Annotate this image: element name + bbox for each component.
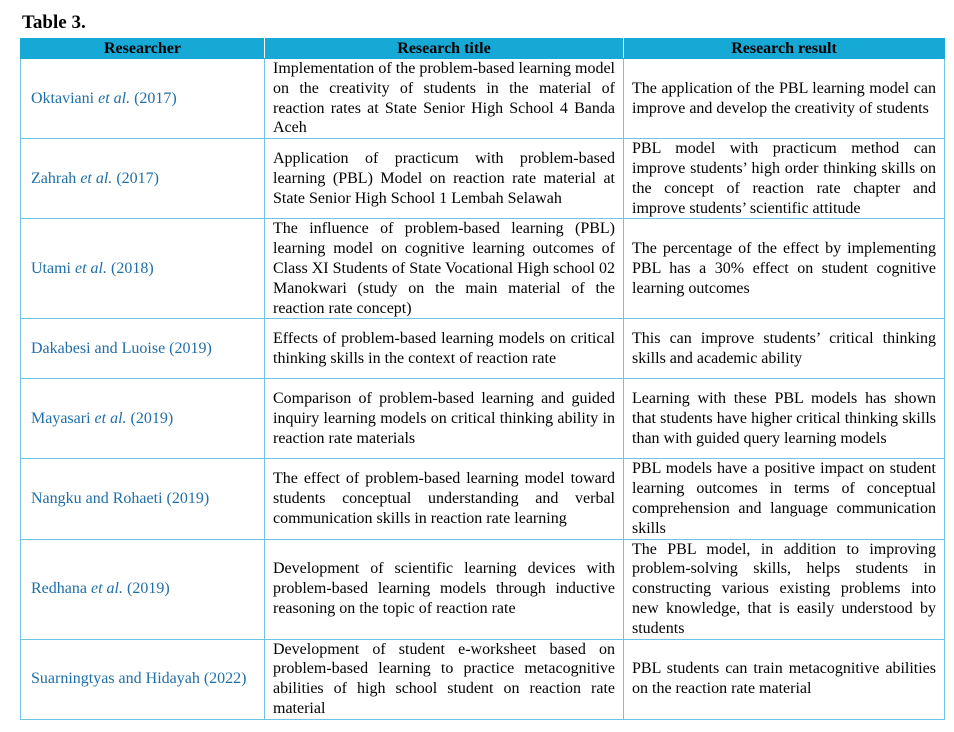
researcher-cell[interactable]: Redhana et al. (2019) [21,539,265,639]
header-research-result: Research result [624,39,945,59]
table-row [21,639,945,719]
title-cell: Development of student e-worksheet based on problem-based learning to practice metacognitive abilities of high school student on reaction rate material [265,639,624,719]
table-row [21,379,945,459]
result-cell: PBL students can train metacognitive abilities on the reaction rate material [624,639,945,719]
result-cell: This can improve students’ critical thinking skills and academic ability [624,319,945,379]
researcher-cell[interactable]: Oktaviani et al. (2017) [21,59,265,139]
table-row [21,139,945,219]
header-research-title: Research title [265,39,624,59]
table-row [21,319,945,379]
researcher-cell[interactable]: Utami et al. (2018) [21,219,265,319]
result-cell: The application of the PBL learning model can improve and develop the creativity of students [624,59,945,139]
header-researcher: Researcher [21,39,265,59]
result-cell: The PBL model, in addition to improving problem-solving skills, helps students in constructing various existing problems into new knowledge, that is easily understood by students [624,539,945,639]
title-cell: Application of practicum with problem-based learning (PBL) Model on reaction rate material at State Senior High School 1 Lembah Selawah [265,139,624,219]
researcher-cell[interactable]: Mayasari et al. (2019) [21,379,265,459]
title-cell: Comparison of problem-based learning and guided inquiry learning models on critical thinking ability in reaction rate materials [265,379,624,459]
table-row [21,539,945,639]
researcher-cell[interactable]: Nangku and Rohaeti (2019) [21,459,265,539]
table-row [21,459,945,539]
result-cell: PBL models have a positive impact on student learning outcomes in terms of conceptual comprehension and language communication skills [624,459,945,539]
result-cell: The percentage of the effect by implementing PBL has a 30% effect on student cognitive learning outcomes [624,219,945,319]
result-cell: PBL model with practicum method can improve students’ high order thinking skills on the concept of reaction rate chapter and improve students’ scientific attitude [624,139,945,219]
result-cell: Learning with these PBL models has shown that students have higher critical thinking skills than with guided query learning models [624,379,945,459]
table-row [21,219,945,319]
title-cell: Effects of problem-based learning models on critical thinking skills in the context of reaction rate [265,319,624,379]
researcher-cell[interactable]: Zahrah et al. (2017) [21,139,265,219]
research-table [20,38,945,720]
table-caption: Table 3. [22,12,86,33]
researcher-cell[interactable]: Dakabesi and Luoise (2019) [21,319,265,379]
title-cell: The effect of problem-based learning model toward students conceptual understanding and verbal communication skills in reaction rate learning [265,459,624,539]
title-cell: Development of scientific learning devices with problem-based learning models through inductive reasoning on the topic of reaction rate [265,539,624,639]
researcher-cell[interactable]: Suarningtyas and Hidayah (2022) [21,639,265,719]
title-cell: Implementation of the problem-based learning model on the creativity of students in the material of reaction rates at State Senior High School 4 Banda Aceh [265,59,624,139]
title-cell: The influence of problem-based learning (PBL) learning model on cognitive learning outcomes of Class XI Students of State Vocational High school 02 Manokwari (study on the main material of the reaction rate concept) [265,219,624,319]
header-row [21,39,945,59]
table-row [21,59,945,139]
